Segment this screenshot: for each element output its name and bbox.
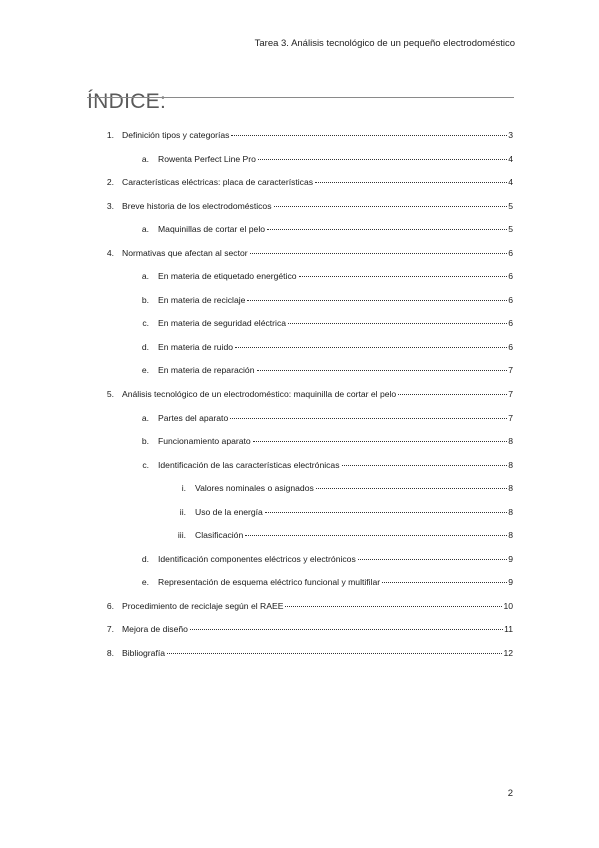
toc-entry[interactable] xyxy=(0,618,599,642)
toc-entry-line xyxy=(158,312,513,336)
toc-entry-line xyxy=(122,171,513,195)
toc-entry-label: En materia de seguridad eléctrica xyxy=(158,318,287,329)
toc-entry[interactable] xyxy=(0,548,599,572)
toc-dot-leader xyxy=(398,394,507,395)
toc-entry-page: 9 xyxy=(508,577,513,588)
toc-entry-label: Identificación componentes eléctricos y electrónicos xyxy=(158,553,356,564)
toc-entry-number: 3. xyxy=(106,200,114,211)
toc-entry-page: 6 xyxy=(508,341,513,352)
toc-entry-line xyxy=(158,336,513,360)
toc-entry-label: Valores nominales o asignados xyxy=(195,483,314,494)
toc-entry-number: d. xyxy=(141,341,149,352)
toc-entry[interactable] xyxy=(0,265,599,289)
toc-entry-page: 11 xyxy=(504,624,513,635)
toc-entry[interactable] xyxy=(0,171,599,195)
toc-entry-number: i. xyxy=(181,483,186,494)
toc-dot-leader xyxy=(235,347,507,348)
toc-entry[interactable] xyxy=(0,124,599,148)
toc-entry-line xyxy=(122,642,513,666)
toc-entry[interactable] xyxy=(0,148,599,172)
toc-entry-label: Uso de la energía xyxy=(195,506,263,517)
toc-dot-leader xyxy=(358,559,507,560)
toc-entry-line xyxy=(158,265,513,289)
toc-entry-number: c. xyxy=(142,459,149,470)
toc-entry-number: a. xyxy=(141,224,149,235)
toc-entry-number: e. xyxy=(141,365,149,376)
toc-dot-leader xyxy=(247,300,507,301)
toc-entry[interactable] xyxy=(0,336,599,360)
toc-entry-page: 6 xyxy=(508,318,513,329)
toc-entry-number: c. xyxy=(142,318,149,329)
page-title: ÍNDICE: xyxy=(87,90,167,114)
toc-entry-page: 8 xyxy=(508,530,513,541)
toc-dot-leader xyxy=(267,229,507,230)
table-of-contents xyxy=(0,124,599,666)
toc-entry-label: En materia de reciclaje xyxy=(158,294,246,305)
toc-entry-label: Clasificación xyxy=(195,530,244,541)
toc-entry-line xyxy=(158,218,513,242)
toc-dot-leader xyxy=(250,253,508,254)
toc-entry-page: 6 xyxy=(508,247,513,258)
toc-entry-line xyxy=(122,124,513,148)
toc-entry-label: En materia de etiquetado energético xyxy=(158,271,297,282)
toc-entry[interactable] xyxy=(0,595,599,619)
toc-entry-number: 6. xyxy=(106,600,114,611)
toc-entry-page: 5 xyxy=(508,224,513,235)
toc-entry-number: b. xyxy=(141,436,149,447)
toc-entry-page: 7 xyxy=(508,365,513,376)
toc-entry-number: 5. xyxy=(106,389,114,400)
toc-dot-leader xyxy=(167,653,502,654)
toc-entry-number: b. xyxy=(141,294,149,305)
toc-entry-line xyxy=(158,548,513,572)
toc-dot-leader xyxy=(253,441,508,442)
toc-entry[interactable] xyxy=(0,218,599,242)
toc-entry-line xyxy=(122,242,513,266)
toc-entry-number: a. xyxy=(141,412,149,423)
toc-entry-label: Maquinillas de cortar el pelo xyxy=(158,224,266,235)
toc-entry-label: En materia de ruido xyxy=(158,341,233,352)
toc-dot-leader xyxy=(258,159,507,160)
toc-dot-leader xyxy=(288,323,507,324)
page-header: Tarea 3. Análisis tecnológico de un pequeño electrodoméstico xyxy=(254,38,515,49)
toc-entry[interactable] xyxy=(0,524,599,548)
toc-entry-number: e. xyxy=(141,577,149,588)
toc-entry[interactable] xyxy=(0,430,599,454)
toc-entry-number: 2. xyxy=(106,177,114,188)
toc-entry-number: iii. xyxy=(177,530,186,541)
toc-dot-leader xyxy=(274,206,508,207)
toc-entry[interactable] xyxy=(0,571,599,595)
toc-entry-page: 12 xyxy=(503,648,513,659)
toc-entry-label: Características eléctricas: placa de características xyxy=(122,177,314,188)
toc-entry-label: Normativas que afectan al sector xyxy=(122,247,248,258)
toc-dot-leader xyxy=(342,465,508,466)
toc-entry-page: 6 xyxy=(508,271,513,282)
toc-entry-page: 10 xyxy=(503,600,513,611)
toc-entry-number: 8. xyxy=(106,648,114,659)
page-number: 2 xyxy=(507,788,513,799)
toc-dot-leader xyxy=(265,512,507,513)
toc-entry-line xyxy=(158,148,513,172)
toc-entry-line xyxy=(158,289,513,313)
toc-entry-page: 8 xyxy=(508,436,513,447)
toc-entry-page: 4 xyxy=(508,177,513,188)
toc-entry-number: a. xyxy=(141,153,149,164)
toc-entry-page: 5 xyxy=(508,200,513,211)
toc-entry-line xyxy=(158,571,513,595)
toc-entry[interactable] xyxy=(0,477,599,501)
toc-entry[interactable] xyxy=(0,195,599,219)
toc-entry-page: 7 xyxy=(508,412,513,423)
toc-entry-label: Breve historia de los electrodomésticos xyxy=(122,200,272,211)
toc-entry-page: 8 xyxy=(508,483,513,494)
toc-entry-number: 1. xyxy=(106,130,114,140)
toc-entry[interactable] xyxy=(0,642,599,666)
toc-entry-label: Análisis tecnológico de un electrodoméstico: maquinilla de cortar el pelo xyxy=(122,389,397,400)
toc-dot-leader xyxy=(230,418,507,419)
toc-entry-number: ii. xyxy=(179,506,186,517)
toc-entry[interactable] xyxy=(0,289,599,313)
toc-entry-label: Partes del aparato xyxy=(158,412,229,423)
toc-entry-page: 8 xyxy=(508,459,513,470)
toc-entry[interactable] xyxy=(0,454,599,478)
toc-entry-line xyxy=(122,618,513,642)
toc-entry[interactable] xyxy=(0,242,599,266)
toc-dot-leader xyxy=(190,629,503,630)
toc-entry-line xyxy=(158,454,513,478)
toc-entry-label: Identificación de las características electrónicas xyxy=(158,459,340,470)
toc-dot-leader xyxy=(382,582,507,583)
toc-entry-line xyxy=(122,195,513,219)
toc-entry-page: 9 xyxy=(508,553,513,564)
toc-entry-label: Representación de esquema eléctrico funcional y multifilar xyxy=(158,577,381,588)
toc-entry[interactable] xyxy=(0,383,599,407)
toc-entry-number: a. xyxy=(141,271,149,282)
toc-entry[interactable] xyxy=(0,407,599,431)
toc-entry-page: 3 xyxy=(508,130,513,140)
toc-entry-line xyxy=(195,501,513,525)
toc-entry-line xyxy=(195,524,513,548)
toc-entry-label: En materia de reparación xyxy=(158,365,255,376)
toc-entry-page: 4 xyxy=(508,153,513,164)
toc-entry-label: Bibliografía xyxy=(122,648,165,659)
toc-entry-number: d. xyxy=(141,553,149,564)
toc-entry-page: 8 xyxy=(508,506,513,517)
toc-entry-line xyxy=(158,407,513,431)
toc-entry-page: 6 xyxy=(508,294,513,305)
toc-entry-label: Mejora de diseño xyxy=(122,624,188,635)
toc-entry-label: Funcionamiento aparato xyxy=(158,436,251,447)
toc-entry-number: 7. xyxy=(106,624,114,635)
title-rule xyxy=(87,97,514,98)
toc-entry-label: Procedimiento de reciclaje según el RAEE xyxy=(122,600,284,611)
toc-dot-leader xyxy=(245,535,507,536)
toc-entry-line xyxy=(158,430,513,454)
toc-dot-leader xyxy=(316,488,507,489)
toc-entry-number: 4. xyxy=(106,247,114,258)
toc-dot-leader xyxy=(231,135,507,136)
toc-entry-label: Rowenta Perfect Line Pro xyxy=(158,153,256,164)
toc-dot-leader xyxy=(315,182,507,183)
toc-entry-page: 7 xyxy=(508,389,513,400)
toc-entry-line xyxy=(122,383,513,407)
toc-dot-leader xyxy=(285,606,502,607)
toc-entry-line xyxy=(158,359,513,383)
toc-entry[interactable] xyxy=(0,312,599,336)
toc-entry-label: Definición tipos y categorías xyxy=(122,130,230,140)
toc-entry[interactable] xyxy=(0,501,599,525)
toc-entry-line xyxy=(122,595,513,619)
toc-dot-leader xyxy=(257,370,508,371)
toc-entry-line xyxy=(195,477,513,501)
toc-dot-leader xyxy=(299,276,508,277)
toc-entry[interactable] xyxy=(0,359,599,383)
